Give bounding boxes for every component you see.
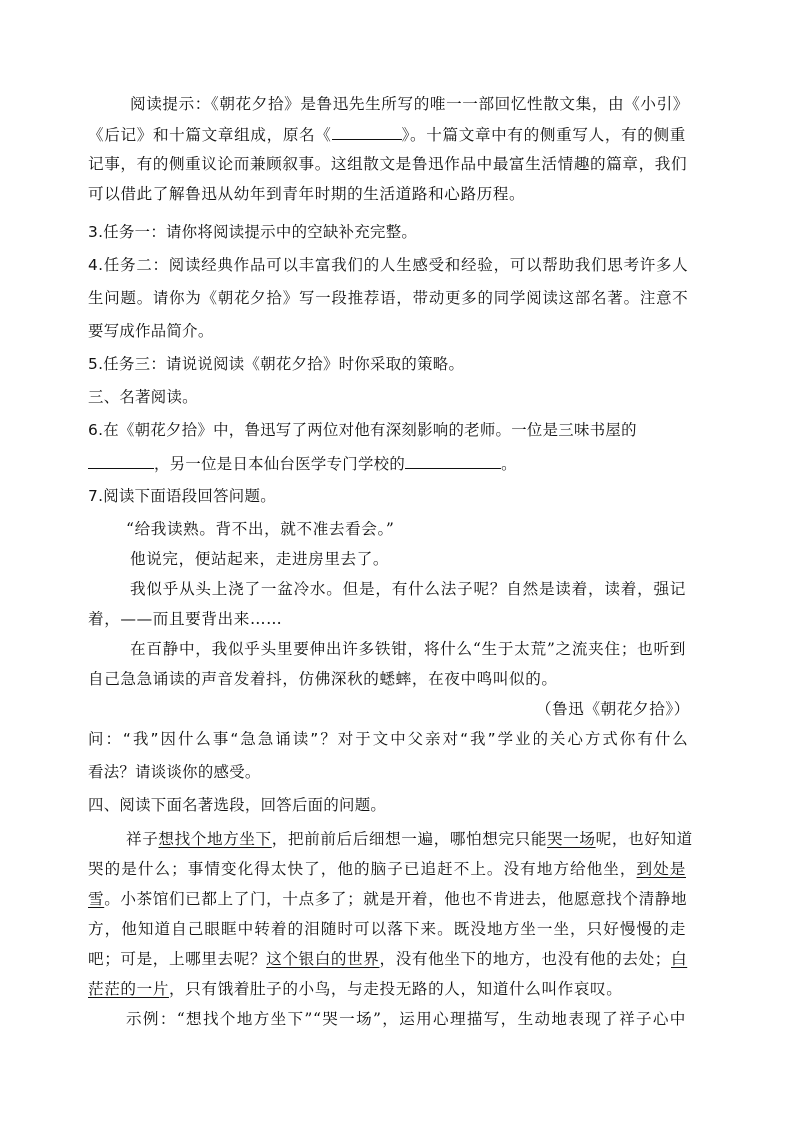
underlined-phrase: 到处是 [636,860,686,878]
answer-blank-original-title[interactable] [332,124,402,140]
question-6-line-2 [88,453,517,474]
answer-blank-teacher-1[interactable] [88,453,154,469]
excerpt-text: ，没有他坐下的地方，也没有他的去处； [379,950,671,968]
reading-hint-text: 》。十篇文章中有的侧重写人，有的侧重 [401,126,686,144]
excerpt-line-3 [88,889,686,909]
excerpt-text: 呢，也好知道 [595,830,693,848]
reading-hint-text: 《后记》和十篇文章组成，原名《 [88,126,332,144]
example-answer: 示例：“想找个地方坐下”“哭一场”，运用心理描写，生动地表现了祥子心中 [126,1010,686,1028]
passage-paragraph-1: “给我读熟。背不出，就不准去看会。” [126,520,395,538]
excerpt-text: 哭的是什么；事情变化得太快了，他的脑子已追赶不上。没有地方给他坐， [88,860,637,878]
excerpt-line-6 [88,979,622,999]
excerpt-text: 。小茶馆们已都上了门，十点多了；就是开着，他也不肯进去，他愿意找个清静地 [104,890,688,908]
underlined-phrase: 茫茫的一片 [88,980,169,998]
passage-paragraph-4-line-1: 在百静中，我似乎头里要伸出许多铁钳，将什么“生于太荒”之流夹住；也听到 [130,640,686,658]
excerpt-text: ，只有饿着肚子的小鸟，与走投无路的人，知道什么叫作哀叹。 [168,980,623,998]
excerpt-line-1 [126,829,693,849]
question-6-text: ，另一位是日本仙台医学专门学校的 [154,455,406,473]
underlined-phrase: 哭一场 [547,830,596,848]
excerpt-text: 祥子 [126,830,159,848]
excerpt-text: 吧；可是，上哪里去呢？ [88,950,267,968]
passage-paragraph-3-line-2: 着，——而且要背出来…… [88,610,283,628]
question-6-line-1: 6.在《朝花夕拾》中，鲁迅写了两位对他有深刻影响的老师。一位是三味书屋的 [88,421,637,439]
excerpt-line-4: 方，他知道自己眼眶中转着的泪随时可以落下来。既没地方坐一坐，只好慢慢的走 [88,920,686,938]
passage-paragraph-4-line-2: 自己急急诵读的声音发着抖，仿佛深秋的蟋蟀，在夜中鸣叫似的。 [88,670,558,688]
section-3-heading: 三、名著阅读。 [88,388,198,406]
answer-blank-teacher-2[interactable] [405,453,501,469]
reading-hint-line-4: 可以借此了解鲁迅从幼年到青年时期的生活道路和心路历程。 [88,185,526,203]
passage-paragraph-2: 他说完，便站起来，走进房里去了。 [130,550,390,568]
question-5: 5.任务三：请说说阅读《朝花夕拾》时你采取的策略。 [88,355,465,373]
question-4-line-1: 4.任务二：阅读经典作品可以丰富我们的人生感受和经验，可以帮助我们思考许多人 [88,256,688,274]
ask-line-2: 看法？请谈谈你的感受。 [88,763,261,781]
ask-line-1: 问：“我”因什么事“急急诵读”？对于文中父亲对“我”学业的关心方式你有什么 [88,730,688,748]
underlined-phrase: 这个银白的世界 [266,950,380,968]
underlined-phrase: 雪 [88,890,105,908]
excerpt-line-5 [88,949,686,969]
reading-hint-line-3: 记事，有的侧重议论而兼顾叙事。这组散文是鲁迅作品中最富生活情趣的篇章，我们 [88,155,688,173]
excerpt-line-2 [88,859,686,879]
passage-source: （鲁迅《朝花夕拾》） [535,700,690,718]
question-6-text: 。 [501,455,517,473]
reading-hint-line-1: 阅读提示：《朝花夕拾》是鲁迅先生所写的唯一一部回忆性散文集，由《小引》 [130,95,689,113]
question-4-line-3: 要写成作品简介。 [88,322,214,340]
underlined-phrase: 白 [671,950,688,968]
passage-paragraph-3-line-1: 我似乎从头上浇了一盆冷水。但是，有什么法子呢？自然是读着，读着，强记 [130,580,686,598]
question-4-line-2: 生问题。请你为《朝花夕拾》写一段推荐语，带动更多的同学阅读这部名著。注意不 [88,289,688,307]
underlined-phrase: 想找个地方坐下 [158,830,272,848]
excerpt-text: ，把前前后后细想一遍，哪怕想完只能 [271,830,548,848]
section-4-heading: 四、阅读下面名著选段，回答后面的问题。 [88,796,387,814]
question-7: 7.阅读下面语段回答问题。 [88,487,276,505]
question-3: 3.任务一：请你将阅读提示中的空缺补充完整。 [88,223,418,241]
reading-hint-line-2 [88,124,686,145]
